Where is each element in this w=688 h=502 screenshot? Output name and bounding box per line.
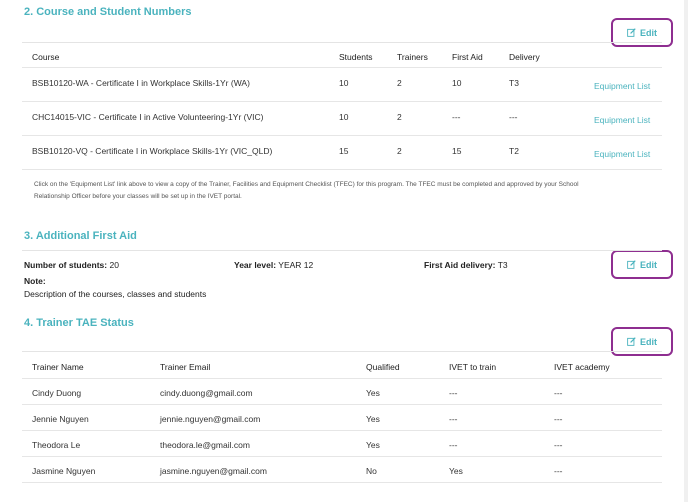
trainer-qualified: Yes — [366, 414, 380, 424]
course-row-trainers: 2 — [397, 146, 402, 156]
section-trainer-title: 4. Trainer TAE Status — [24, 317, 134, 329]
trainer-email: jennie.nguyen@gmail.com — [160, 414, 261, 424]
course-row-delivery: --- — [509, 112, 518, 122]
first-aid-edit-button[interactable] — [611, 250, 673, 279]
course-row-students: 15 — [339, 146, 349, 156]
year-level-label: Year level: — [234, 260, 277, 270]
course-row-name: BSB10120-VQ - Certificate I in Workplace Skills-1Yr (VIC_QLD) — [32, 146, 273, 156]
trainer-ivet-academy: --- — [554, 440, 563, 450]
trainer-name: Theodora Le — [32, 440, 81, 450]
course-row-first-aid: --- — [452, 112, 461, 122]
col-trainer-email: Trainer Email — [160, 362, 211, 372]
first-aid-delivery-value: T3 — [497, 260, 508, 270]
trainer-qualified: No — [366, 466, 377, 476]
trainer-ivet-train: --- — [449, 440, 458, 450]
course-row-students: 10 — [339, 112, 349, 122]
course-row-name: CHC14015-VIC - Certificate I in Active Volunteering-1Yr (VIC) — [32, 112, 264, 122]
trainer-qualified: Yes — [366, 440, 380, 450]
course-row-delivery: T3 — [509, 78, 519, 88]
course-row-name: BSB10120-WA - Certificate I in Workplace Skills-1Yr (WA) — [32, 78, 250, 88]
year-level-value: YEAR 12 — [278, 260, 314, 270]
trainer-ivet-train: --- — [449, 388, 458, 398]
trainer-ivet-academy: --- — [554, 466, 563, 476]
tfec-note-line: Relationship Officer before your classes will be set up in the IVET portal. — [34, 193, 242, 200]
equipment-list-link[interactable]: Equipment List — [594, 149, 651, 159]
trainer-name: Cindy Duong — [32, 388, 82, 398]
col-ivet-train: IVET to train — [449, 362, 497, 372]
tfec-note — [34, 179, 654, 203]
col-ivet-academy: IVET academy — [554, 362, 610, 372]
course-row-first-aid: 10 — [452, 78, 462, 88]
first-aid-delivery — [424, 260, 508, 270]
edit-label: Edit — [640, 259, 657, 270]
tfec-note-line: Click on the 'Equipment List' link above to view a copy of the Trainer, Facilities and Equipment Checklist (TFEC) for this program. The TFEC must be completed and approved by your School — [34, 181, 579, 188]
trainer-ivet-train: Yes — [449, 466, 463, 476]
first-aid-delivery-label: First Aid delivery: — [424, 260, 496, 270]
trainer-email: jasmine.nguyen@gmail.com — [160, 466, 267, 476]
trainer-name: Jasmine Nguyen — [32, 466, 96, 476]
edit-label: Edit — [640, 336, 657, 347]
col-course: Course — [32, 52, 60, 62]
note-value: Description of the courses, classes and students — [24, 289, 207, 299]
note-label — [24, 276, 46, 286]
edit-icon — [627, 28, 636, 37]
page-scrollbar[interactable] — [684, 0, 688, 502]
trainer-ivet-academy: --- — [554, 388, 563, 398]
col-first-aid: First Aid — [452, 52, 483, 62]
year-level — [234, 260, 313, 270]
trainer-qualified: Yes — [366, 388, 380, 398]
course-row-delivery: T2 — [509, 146, 519, 156]
col-trainers: Trainers — [397, 52, 428, 62]
edit-icon — [627, 260, 636, 269]
number-of-students-value: 20 — [109, 260, 119, 270]
trainer-email: cindy.duong@gmail.com — [160, 388, 253, 398]
col-students: Students — [339, 52, 373, 62]
trainer-name: Jennie Nguyen — [32, 414, 89, 424]
col-trainer-name: Trainer Name — [32, 362, 84, 372]
note-label-text: Note: — [24, 276, 46, 286]
course-row-trainers: 2 — [397, 78, 402, 88]
number-of-students — [24, 260, 119, 270]
equipment-list-link[interactable]: Equipment List — [594, 81, 651, 91]
equipment-list-link[interactable]: Equipment List — [594, 115, 651, 125]
section-first-aid-title: 3. Additional First Aid — [24, 230, 137, 242]
trainer-ivet-train: --- — [449, 414, 458, 424]
col-delivery: Delivery — [509, 52, 540, 62]
trainer-email: theodora.le@gmail.com — [160, 440, 250, 450]
section-course-title: 2. Course and Student Numbers — [24, 6, 192, 18]
trainer-ivet-academy: --- — [554, 414, 563, 424]
col-qualified: Qualified — [366, 362, 400, 372]
course-row-trainers: 2 — [397, 112, 402, 122]
course-row-first-aid: 15 — [452, 146, 462, 156]
edit-label: Edit — [640, 27, 657, 38]
course-row-students: 10 — [339, 78, 349, 88]
number-of-students-label: Number of students: — [24, 260, 108, 270]
edit-icon — [627, 337, 636, 346]
